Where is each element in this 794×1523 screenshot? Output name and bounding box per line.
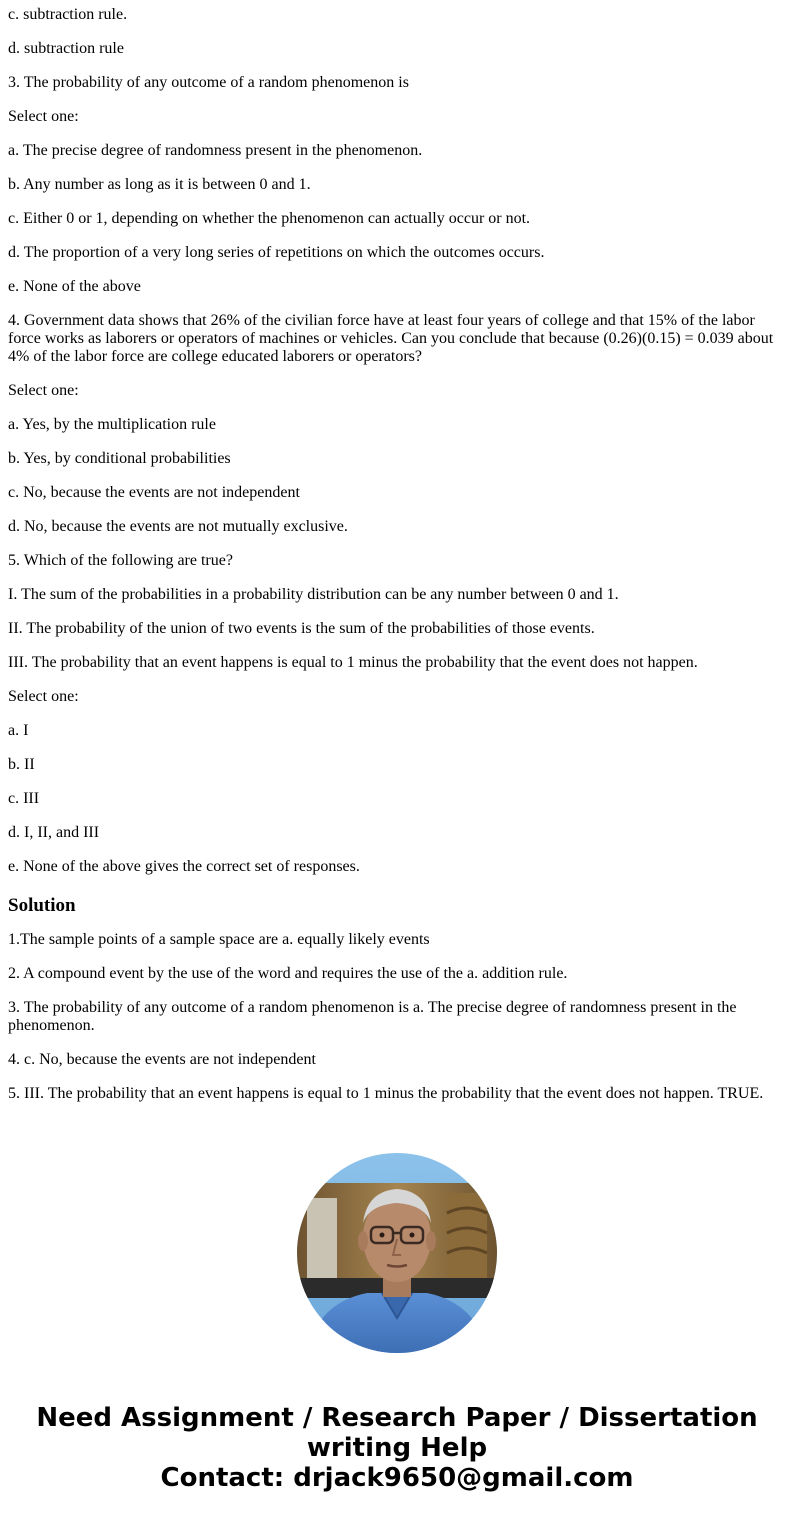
footer-line-2: writing Help	[306, 1433, 488, 1463]
q4-option-c: c. No, because the events are not independent	[8, 484, 300, 501]
footer-banner	[0, 1403, 794, 1493]
q3-option-a: a. The precise degree of randomness present in the phenomenon.	[8, 142, 423, 159]
author-portrait-image	[297, 1153, 497, 1353]
solution-answer-3: 3. The probability of any outcome of a random phenomenon is a. The precise degree of randomness present in the phenomenon.	[8, 999, 737, 1034]
solution-heading: Solution	[8, 895, 76, 916]
q3-option-c: c. Either 0 or 1, depending on whether the phenomenon can actually occur or not.	[8, 210, 531, 227]
q5-question: 5. Which of the following are true?	[8, 552, 233, 569]
q5-select-prompt: Select one:	[8, 688, 79, 705]
q5-option-e: e. None of the above gives the correct set of responses.	[8, 858, 360, 875]
q2-option-d: d. subtraction rule	[8, 40, 124, 57]
q3-option-e: e. None of the above	[8, 278, 141, 295]
solution-answer-5: 5. III. The probability that an event happens is equal to 1 minus the probability that the event does not happen. TRUE.	[8, 1085, 764, 1102]
solution-answer-2: 2. A compound event by the use of the word and requires the use of the a. addition rule.	[8, 965, 568, 982]
q5-option-d: d. I, II, and III	[8, 824, 100, 841]
solution-answer-1: 1.The sample points of a sample space are a. equally likely events	[8, 931, 430, 948]
q5-option-a: a. I	[8, 722, 29, 739]
q3-question: 3. The probability of any outcome of a random phenomenon is	[8, 74, 409, 91]
q4-option-b: b. Yes, by conditional probabilities	[8, 450, 231, 467]
footer-line-1: Need Assignment / Research Paper / Dissertation	[36, 1403, 758, 1433]
footer-contact: Contact: drjack9650@gmail.com	[160, 1463, 634, 1493]
q4-option-a: a. Yes, by the multiplication rule	[8, 416, 216, 433]
solution-answer-4: 4. c. No, because the events are not independent	[8, 1051, 316, 1068]
q2-option-c: c. subtraction rule.	[8, 6, 128, 23]
document-body	[8, 0, 784, 1103]
q5-statement-ii: II. The probability of the union of two events is the sum of the probabilities of those events.	[8, 620, 595, 637]
q3-select-prompt: Select one:	[8, 108, 79, 125]
q5-statement-iii: III. The probability that an event happens is equal to 1 minus the probability that the event does not happen.	[8, 654, 698, 671]
q5-statement-i: I. The sum of the probabilities in a probability distribution can be any number between 0 and 1.	[8, 586, 619, 603]
q4-option-d: d. No, because the events are not mutually exclusive.	[8, 518, 348, 535]
author-avatar	[297, 1153, 497, 1353]
q4-question: 4. Government data shows that 26% of the civilian force have at least four years of college and that 15% of the labor force works as laborers or operators of machines or vehicles. Can you conclude that because (0.26)(0.15) = 0.039 about 4% of the labor force are college educated laborers or operators?	[8, 312, 774, 365]
q5-option-b: b. II	[8, 756, 35, 773]
q5-option-c: c. III	[8, 790, 40, 807]
q3-option-d: d. The proportion of a very long series of repetitions on which the outcomes occurs.	[8, 244, 545, 261]
q3-option-b: b. Any number as long as it is between 0 and 1.	[8, 176, 311, 193]
q4-select-prompt: Select one:	[8, 382, 79, 399]
